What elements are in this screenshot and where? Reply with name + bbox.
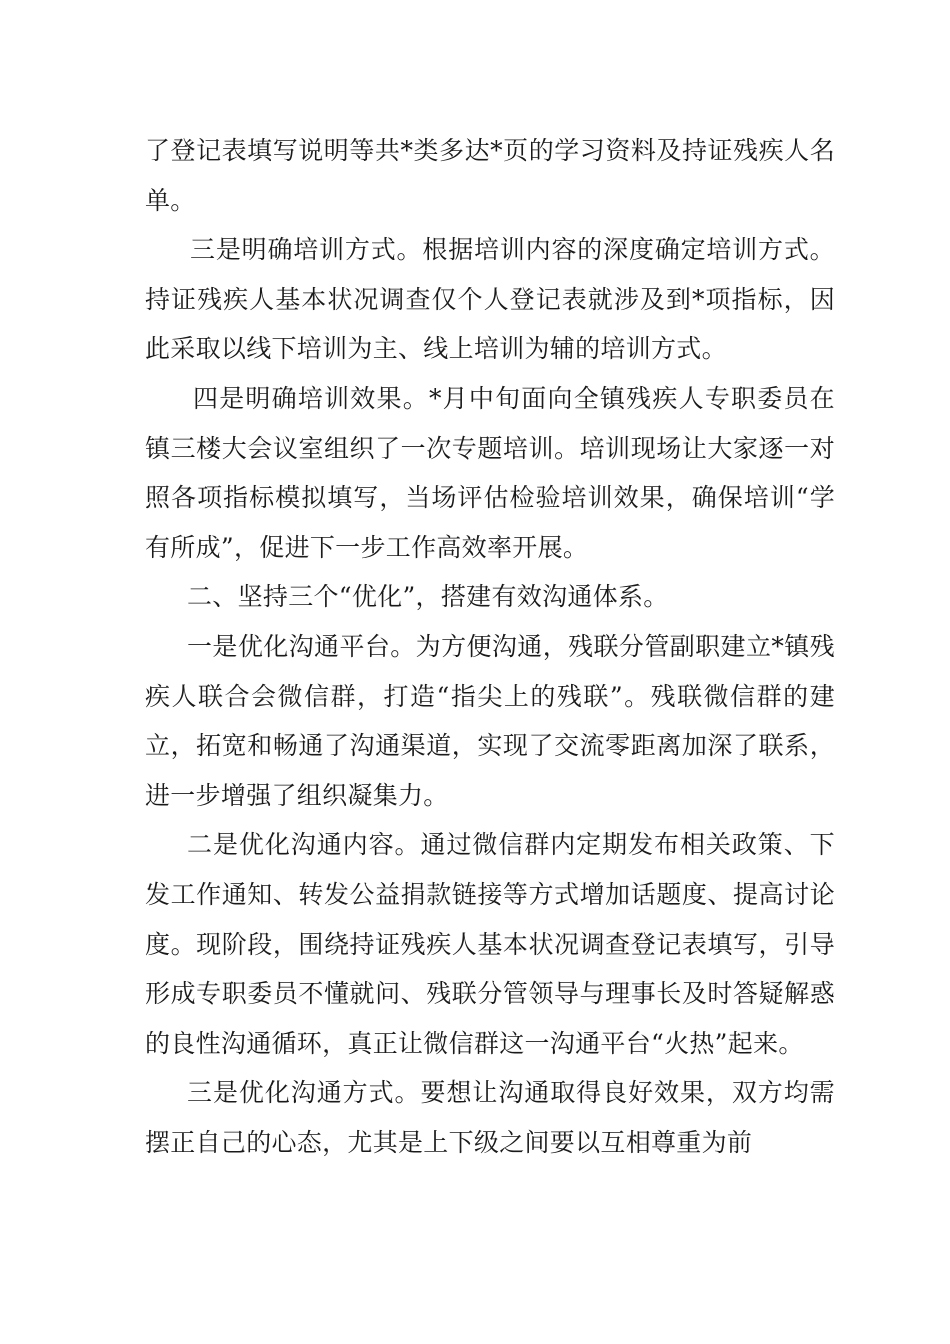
paragraph-1: 了登记表填写说明等共*类多达*页的学习资料及持证残疾人名单。 xyxy=(145,136,835,215)
paragraph-4: 一是优化沟通平台。为方便沟通，残联分管副职建立*镇残疾人联合会微信群，打造“指尖上的残联”。残联微信群的建立，拓宽和畅通了沟通渠道，实现了交流零距离加深了联系，进一步增强了组织凝集力。 xyxy=(145,631,835,810)
paragraph-3: 四是明确培训效果。*月中旬面向全镇残疾人专职委员在镇三楼大会议室组织了一次专题培训。培训现场让大家逐一对照各项指标模拟填写，当场评估检验培训效果，确保培训“学有所成”，促进下一步工作高效率开展。 xyxy=(145,383,835,562)
document-body xyxy=(145,126,835,1167)
paragraph-5: 二是优化沟通内容。通过微信群内定期发布相关政策、下发工作通知、转发公益捐款链接等方式增加话题度、提高讨论度。现阶段，围绕持证残疾人基本状况调查登记表填写，引导形成专职委员不懂就问、残联分管领导与理事长及时答疑解惑的良性沟通循环，真正让微信群这一沟通平台“火热”起来。 xyxy=(145,830,835,1058)
section-heading: 二、坚持三个“优化”，搭建有效沟通体系。 xyxy=(187,582,669,612)
paragraph-2: 三是明确培训方式。根据培训内容的深度确定培训方式。持证残疾人基本状况调查仅个人登记表就涉及到*项指标，因此采取以线下培训为主、线上培训为辅的培训方式。 xyxy=(145,235,835,364)
paragraph-6: 三是优化沟通方式。要想让沟通取得良好效果，双方均需摆正自己的心态，尤其是上下级之间要以互相尊重为前 xyxy=(145,1078,835,1157)
